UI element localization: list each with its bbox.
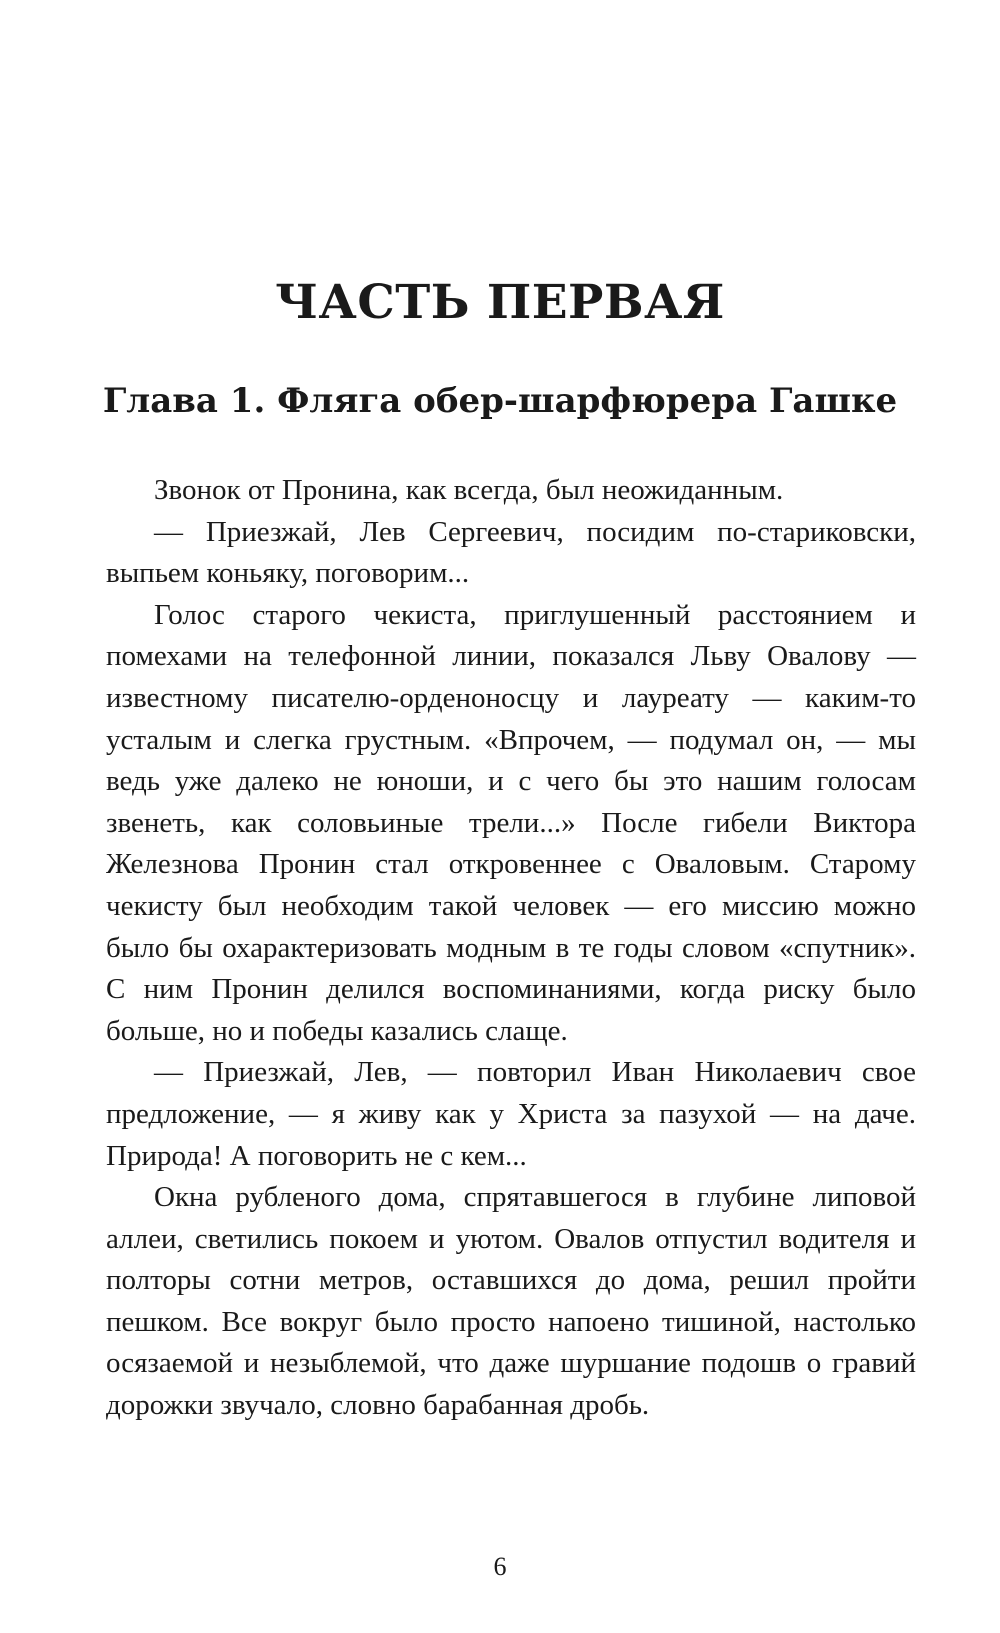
paragraph: — Приезжай, Лев, — повторил Иван Николаевич свое предложение, — я живу как у Христа за пазухой — на даче. Природа! А поговорить не с кем... — [106, 1056, 916, 1172]
part-title: ЧАСТЬ ПЕРВАЯ — [275, 275, 725, 330]
chapter-title: Глава 1. Фляга обер-шарфюрера Гашке — [102, 381, 898, 421]
page-number: 6 — [493, 1552, 507, 1581]
paragraph: Звонок от Пронина, как всегда, был неожиданным. — [154, 474, 784, 506]
paragraph: — Приезжай, Лев Сергеевич, посидим по-стариковски, выпьем коньяку, поговорим... — [106, 515, 916, 590]
chapter-body — [106, 470, 916, 1427]
paragraph: Голос старого чекиста, приглушенный расстоянием и помехами на телефонной линии, показался Льву Овалову — известному писателю-орденоносцу и лауреату — каким-то усталым и слегка грустным. «Впрочем, — подумал он, — мы ведь уже далеко не юноши, и с чего бы это нашим голосам звенеть, как соловьиные трели...» После гибели Виктора Железнова Пронин стал откровеннее с Оваловым. Старому чекисту был необходим такой человек — его миссию можно было бы охарактеризовать модным в те годы словом «спутник». С ним Пронин делился воспоминаниями, когда риску было больше, но и победы казались слаще. — [106, 598, 916, 1047]
paragraph: Окна рубленого дома, спрятавшегося в глубине липовой аллеи, светились покоем и уютом. Овалов отпустил водителя и полторы сотни метров, оставшихся до дома, решил пройти пешком. Все вокруг было просто напоено тишиной, настолько осязаемой и незыблемой, что даже шуршание подошв о гравий дорожки звучало, словно барабанная дробь. — [106, 1181, 916, 1422]
